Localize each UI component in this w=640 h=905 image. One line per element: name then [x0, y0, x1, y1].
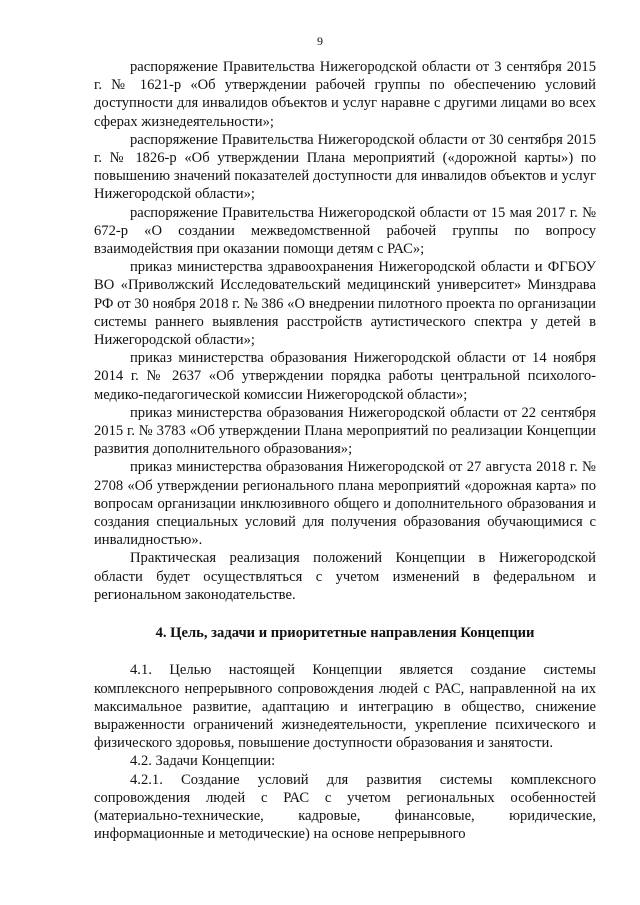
list-item-order-2637: приказ министерства образования Нижегородской области от 14 ноября 2014 г. № 2637 «Об утверждении порядка работы центральной психолого-медико-педагогической комиссии Нижегородской области»; — [94, 350, 596, 403]
page-number: 9 — [317, 34, 323, 48]
list-item-order-1621: распоряжение Правительства Нижегородской области от 3 сентября 2015 г. № 1621-р «Об утверждении рабочей группы по обеспечению условий доступности для инвалидов объектов и услуг наравне с другими лицами во всех сферах жизнедеятельности»; — [94, 59, 596, 130]
list-item-order-672: распоряжение Правительства Нижегородской области от 15 мая 2017 г. № 672-р «О создании межведомственной рабочей группы по вопросу взаимодействия при оказании помощи детям с РАС»; — [94, 204, 596, 258]
list-item-order-2708: приказ министерства образования Нижегородской от 27 августа 2018 г. № 2708 «Об утверждении регионального плана мероприятий «дорожная карта» по вопросам организации инклюзивного общего и дополнительного образования и создания специальных условий для получения образования обучающимися с инвалидностью». — [94, 459, 596, 549]
list-item-order-3783: приказ министерства образования Нижегородской области от 22 сентября 2015 г. № 3783 «Об утверждении Плана мероприятий по реализации Концепции развития дополнительного образования»; — [94, 404, 596, 458]
document-body — [94, 58, 596, 843]
paragraph-task-1: 4.2.1. Создание условий для развития системы комплексного сопровождения людей с РАС с учетом региональных особенностей (материально-технические, кадровые, финансовые, юридические, информационные и методические) на основе непрерывного — [94, 771, 596, 843]
paragraph-goal: 4.1. Целью настоящей Концепции является создание системы комплексного непрерывного сопровождения людей с РАС, направленной на их максимальное развитие, адаптацию и интеграцию в общество, снижение выраженности ограничений жизнедеятельности, укрепление психического и физического здоровья, повышение доступности образования и занятости. — [94, 662, 596, 752]
paragraph-implementation: Практическая реализация положений Концепции в Нижегородской области будет осуществляться с учетом изменений в федеральном и региональном законодательстве. — [94, 550, 596, 603]
list-item-order-386: приказ министерства здравоохранения Нижегородской области и ФГБОУ ВО «Приволжский Исследовательский медицинский университет» Минздрава РФ от 30 ноября 2018 г. № 386 «О внедрении пилотного проекта по организации системы раннего выявления расстройств аутистического спектра у детей в Нижегородской области»; — [94, 259, 596, 349]
section-heading: 4. Цель, задачи и приоритетные направления Концепции — [155, 625, 535, 642]
list-item-order-1826: распоряжение Правительства Нижегородской области от 30 сентября 2015 г. № 1826-р «Об утверждении Плана мероприятий («дорожной карты») по повышению значений показателей доступности для инвалидов объектов и услуг Нижегородской области»; — [94, 131, 596, 203]
paragraph-tasks-title: 4.2. Задачи Концепции: — [130, 753, 276, 770]
